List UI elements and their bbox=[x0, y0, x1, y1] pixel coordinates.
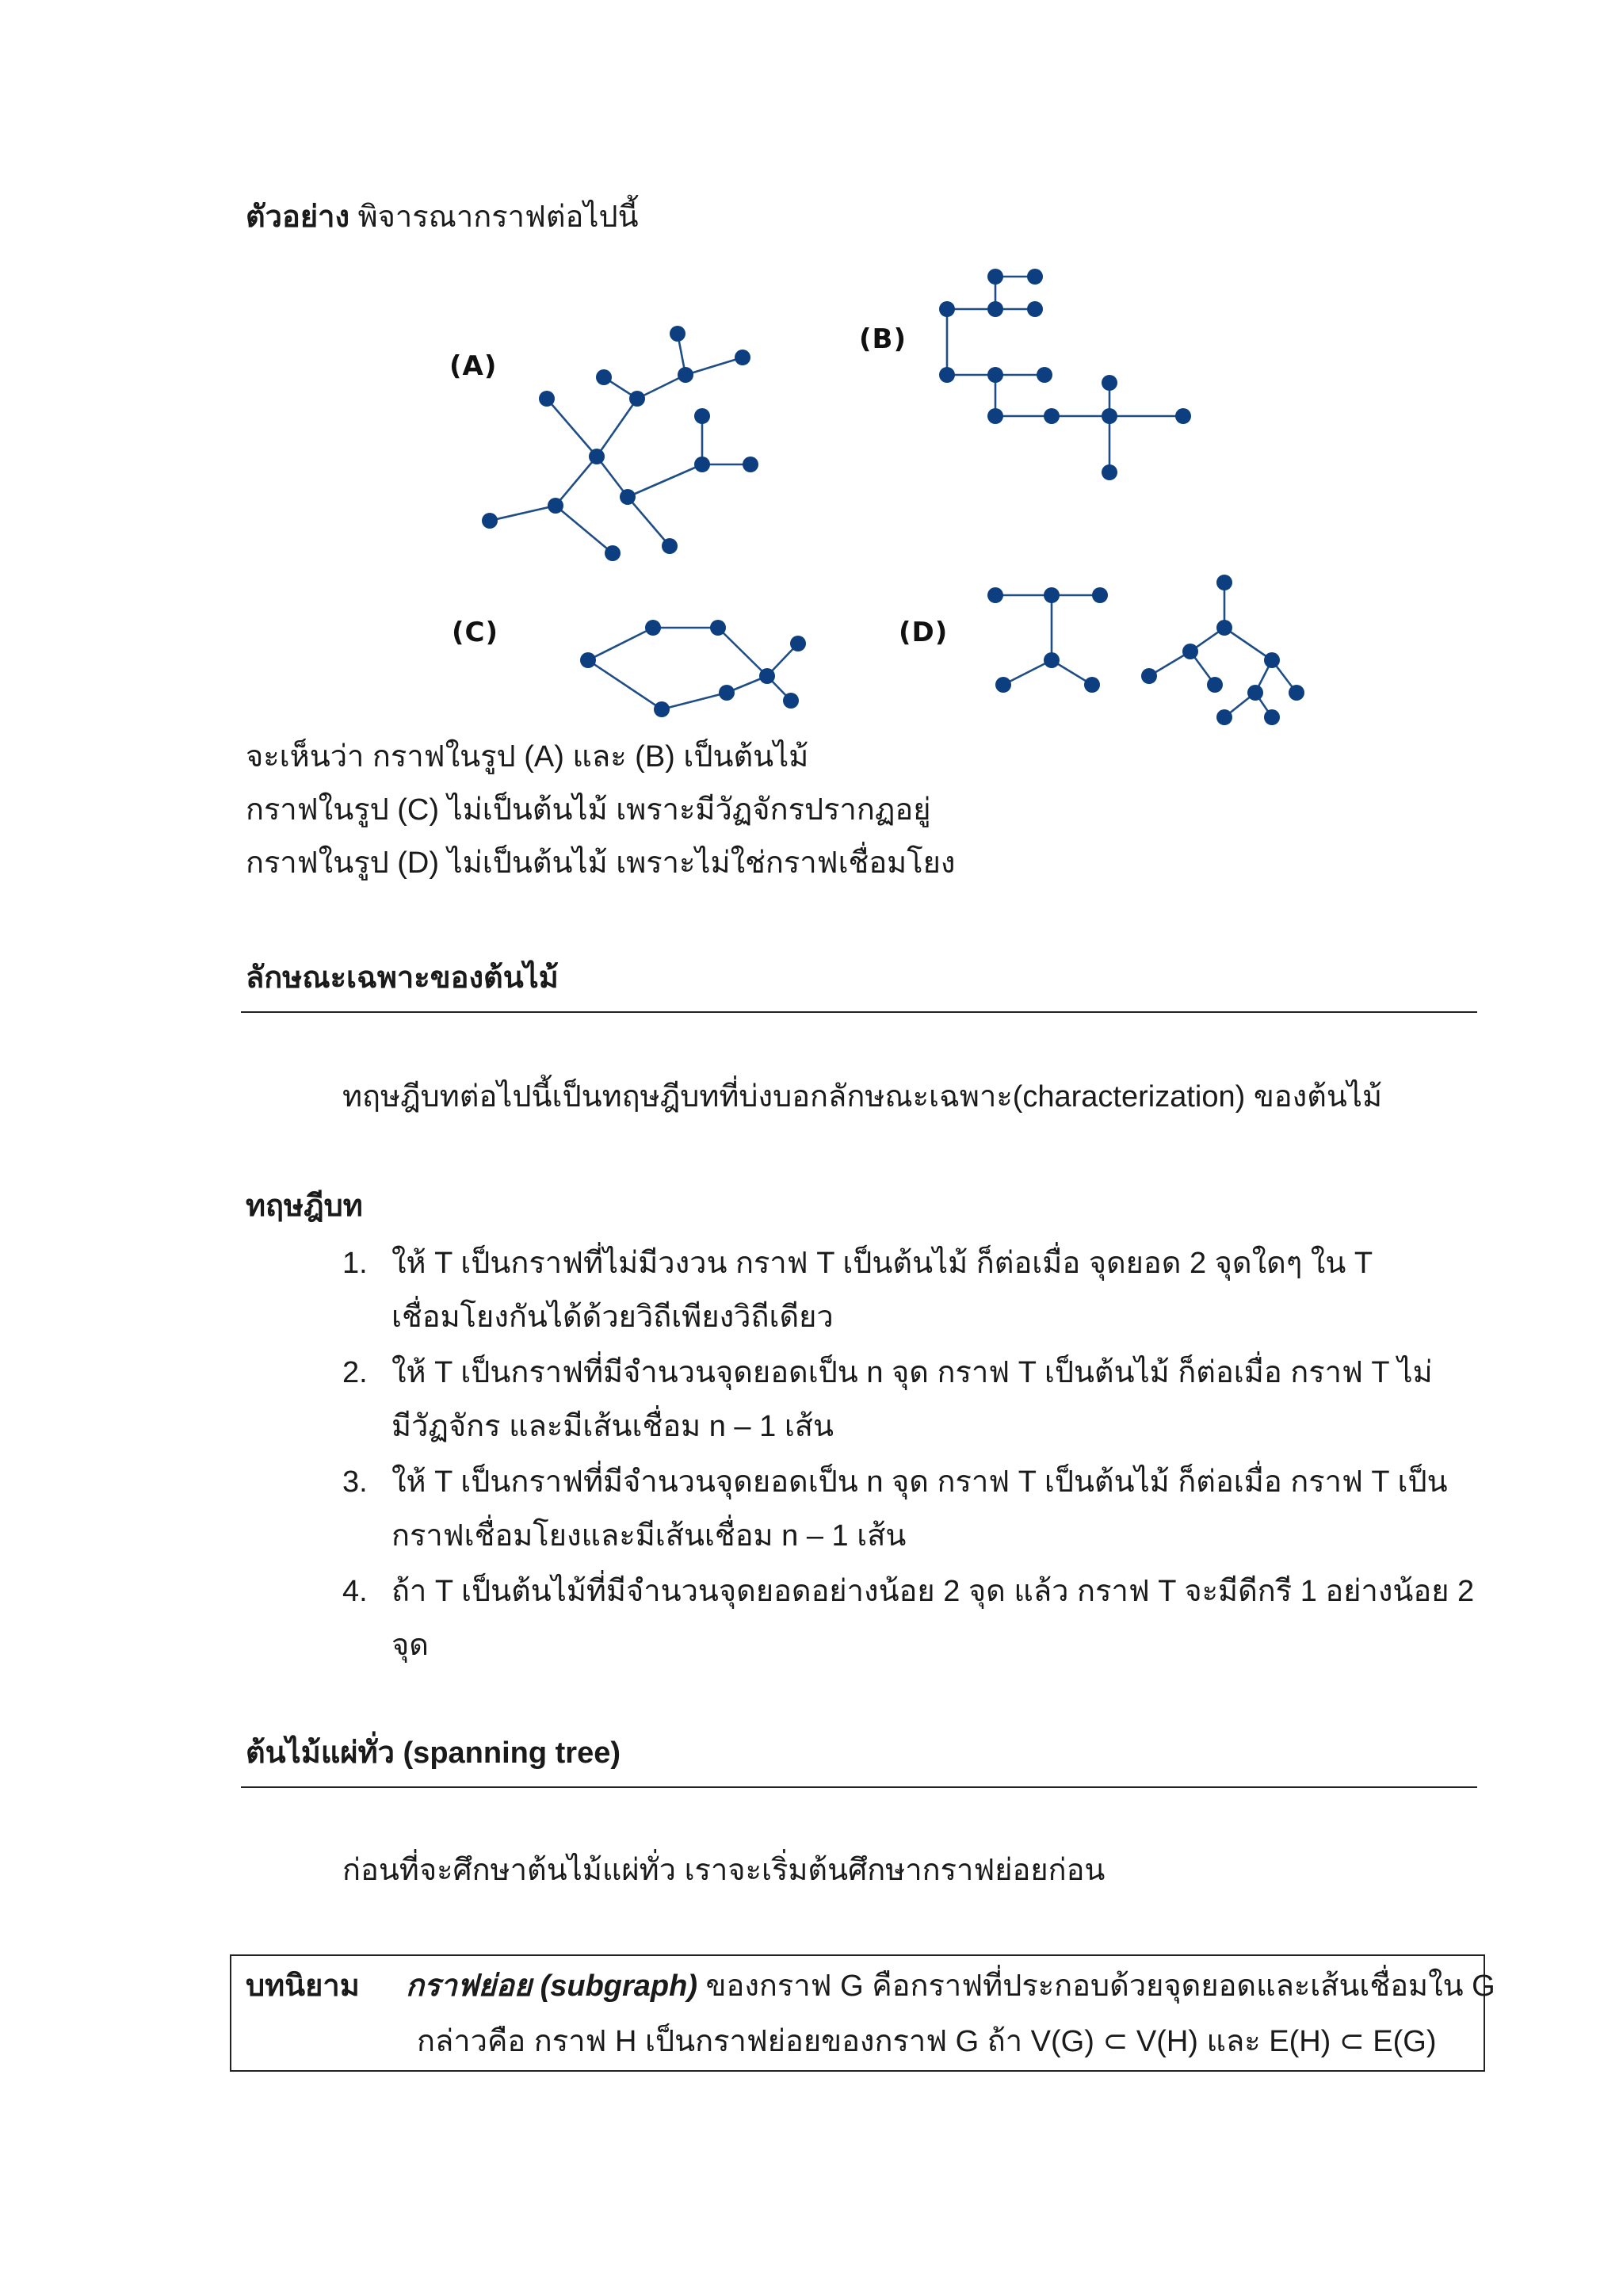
graph-c-vertex bbox=[719, 685, 735, 701]
graph-c-edge bbox=[588, 660, 662, 709]
figure-d-label: (D) bbox=[899, 617, 949, 648]
graph-a-vertex bbox=[694, 408, 710, 424]
section-properties-title: ลักษณะเฉพาะของต้นไม้ bbox=[246, 961, 559, 995]
section-spanning-divider bbox=[241, 1786, 1477, 1788]
graph-c-group bbox=[580, 620, 806, 717]
example-heading: ตัวอย่าง bbox=[246, 201, 349, 234]
graph-b-vertex bbox=[987, 367, 1003, 383]
graph-d-vertex bbox=[995, 677, 1011, 693]
graph-a-vertex bbox=[589, 449, 605, 464]
graph-a-vertex bbox=[662, 538, 678, 554]
graph-d-vertex bbox=[1084, 677, 1100, 693]
theorem-item-4-number: 4. bbox=[342, 1575, 368, 1608]
graph-b-vertex bbox=[987, 408, 1003, 424]
figure-b-label: (B) bbox=[859, 323, 907, 355]
definition-term: กราฟย่อย (subgraph) bbox=[406, 1969, 697, 2003]
graph-a-vertex bbox=[548, 498, 563, 514]
graph-d-vertex bbox=[1247, 685, 1263, 701]
graph-c-vertex bbox=[759, 668, 775, 684]
graph-d-vertex bbox=[1216, 575, 1232, 590]
graph-c-edge bbox=[588, 628, 653, 660]
graph-a-edge bbox=[556, 457, 597, 506]
graph-a-edge bbox=[685, 357, 743, 375]
graph-c-vertex bbox=[790, 636, 806, 651]
theorem-item-2-number: 2. bbox=[342, 1356, 368, 1389]
graph-a-edge bbox=[628, 464, 702, 497]
graph-a-vertex bbox=[620, 489, 636, 505]
graph-b-vertex bbox=[1102, 375, 1117, 391]
graph-a-vertex bbox=[605, 545, 621, 561]
definition-line-1-rest: ของกราฟ G คือกราฟที่ประกอบด้วยจุดยอดและเส้นเชื่อมใน G bbox=[697, 1969, 1495, 2003]
graph-d-vertex bbox=[1207, 677, 1223, 693]
graph-b-vertex bbox=[939, 301, 955, 317]
graph-b-vertex bbox=[939, 367, 955, 383]
graph-a-vertex bbox=[678, 367, 693, 383]
theorem-item-2-line-1: ให้ T เป็นกราฟที่มีจำนวนจุดยอดเป็น n จุด กราฟ T เป็นต้นไม้ ก็ต่อเมื่อ กราฟ T ไม่ bbox=[391, 1356, 1433, 1389]
graph-a-vertex bbox=[735, 350, 750, 365]
graph-a-edge bbox=[597, 399, 637, 457]
graph-d-vertex bbox=[1216, 620, 1232, 636]
graph-a-vertex bbox=[596, 369, 612, 385]
graph-d-vertex bbox=[1044, 652, 1060, 668]
graph-b-vertex bbox=[1044, 408, 1060, 424]
section-spanning-title-thai: ต้นไม้แผ่ทั่ว bbox=[246, 1736, 395, 1770]
graph-a-vertex bbox=[670, 326, 685, 342]
theorem-heading: ทฤษฎีบท bbox=[246, 1190, 363, 1223]
graph-a-vertex bbox=[694, 457, 710, 472]
graph-b-vertex bbox=[1102, 408, 1117, 424]
graph-b-vertex bbox=[1037, 367, 1052, 383]
graph-c-edge bbox=[662, 693, 727, 709]
graph-a-edge bbox=[556, 506, 613, 553]
section-properties-divider bbox=[241, 1011, 1477, 1013]
definition-label: บทนิยาม bbox=[246, 1969, 360, 2003]
graph-b-vertex bbox=[987, 301, 1003, 317]
theorem-item-4-line-2: จุด bbox=[391, 1629, 429, 1662]
graph-b-group bbox=[939, 269, 1191, 480]
section-spanning-title-en: (spanning tree) bbox=[403, 1736, 621, 1770]
definition-line-1 bbox=[406, 1969, 1495, 2005]
observation-line-1: จะเห็นว่า กราฟในรูป (A) และ (B) เป็นต้นไม้ bbox=[246, 740, 809, 774]
graph-d-vertex bbox=[1216, 709, 1232, 725]
figure-a-label: (A) bbox=[449, 350, 498, 382]
graph-c-edge bbox=[718, 628, 767, 676]
observation-line-2: กราฟในรูป (C) ไม่เป็นต้นไม้ เพราะมีวัฏจักรปรากฏอยู่ bbox=[246, 793, 931, 827]
graph-a-edge bbox=[637, 375, 685, 399]
section-spanning-intro: ก่อนที่จะศึกษาต้นไม้แผ่ทั่ว เราจะเริ่มต้นศึกษากราฟย่อยก่อน bbox=[342, 1854, 1106, 1887]
theorem-item-4-line-1: ถ้า T เป็นต้นไม้ที่มีจำนวนจุดยอดอย่างน้อย 2 จุด แล้ว กราฟ T จะมีดีกรี 1 อย่างน้อย 2 bbox=[391, 1575, 1475, 1608]
graph-a-vertex bbox=[482, 513, 498, 529]
graph-c-vertex bbox=[645, 620, 661, 636]
graph-d-vertex bbox=[987, 587, 1003, 603]
graph-b-vertex bbox=[1027, 301, 1043, 317]
graph-a-vertex bbox=[743, 457, 758, 472]
graph-a-edge bbox=[547, 399, 597, 457]
graph-c-vertex bbox=[580, 652, 596, 668]
graph-d-edge bbox=[1224, 628, 1272, 660]
graph-a-vertex bbox=[629, 391, 645, 407]
graph-d-vertex bbox=[1289, 685, 1304, 701]
graph-a-edge bbox=[490, 506, 556, 521]
graph-d-vertex bbox=[1044, 587, 1060, 603]
theorem-item-3-line-2: กราฟเชื่อมโยงและมีเส้นเชื่อม n – 1 เส้น bbox=[391, 1519, 907, 1553]
theorem-item-3-number: 3. bbox=[342, 1465, 368, 1499]
graph-c-vertex bbox=[710, 620, 726, 636]
theorem-item-1-line-1: ให้ T เป็นกราฟที่ไม่มีวงวน กราฟ T เป็นต้นไม้ ก็ต่อเมื่อ จุดยอด 2 จุดใดๆ ใน T bbox=[391, 1247, 1373, 1280]
graph-b-vertex bbox=[1102, 464, 1117, 480]
section-spanning-title bbox=[246, 1736, 621, 1772]
theorem-item-2-line-2: มีวัฏจักร และมีเส้นเชื่อม n – 1 เส้น bbox=[391, 1410, 834, 1443]
graph-d-vertex bbox=[1264, 709, 1280, 725]
graph-d-vertex bbox=[1182, 644, 1198, 659]
theorem-item-1-number: 1. bbox=[342, 1247, 368, 1280]
graph-c-vertex bbox=[783, 693, 799, 709]
theorem-item-3-line-1: ให้ T เป็นกราฟที่มีจำนวนจุดยอดเป็น n จุด กราฟ T เป็นต้นไม้ ก็ต่อเมื่อ กราฟ T เป็น bbox=[391, 1465, 1448, 1499]
graph-d-edge bbox=[1003, 660, 1052, 685]
graph-a-group bbox=[482, 326, 758, 561]
definition-line-2: กล่าวคือ กราฟ H เป็นกราฟย่อยของกราฟ G ถ้า V(G) ⊂ V(H) และ E(H) ⊂ E(G) bbox=[417, 2025, 1437, 2058]
graph-c-vertex bbox=[654, 701, 670, 717]
section-properties-intro: ทฤษฎีบทต่อไปนี้เป็นทฤษฎีบทที่บ่งบอกลักษณะเฉพาะ(characterization) ของต้นไม้ bbox=[342, 1080, 1383, 1114]
graph-b-vertex bbox=[1175, 408, 1191, 424]
theorem-item-1-line-2: เชื่อมโยงกันได้ด้วยวิถีเพียงวิถีเดียว bbox=[391, 1301, 834, 1334]
graph-a-edge bbox=[628, 497, 670, 546]
graph-a-vertex bbox=[539, 391, 555, 407]
graph-d-vertex bbox=[1141, 668, 1157, 684]
graph-d-vertex bbox=[1092, 587, 1108, 603]
graph-b-vertex bbox=[987, 269, 1003, 285]
graph-d-vertex bbox=[1264, 652, 1280, 668]
observation-line-3: กราฟในรูป (D) ไม่เป็นต้นไม้ เพราะไม่ใช่กราฟเชื่อมโยง bbox=[246, 846, 956, 880]
graph-b-vertex bbox=[1027, 269, 1043, 285]
figure-c-label: (C) bbox=[452, 617, 499, 648]
graph-d-group bbox=[987, 575, 1304, 725]
example-intro: พิจารณากราฟต่อไปนี้ bbox=[357, 201, 639, 234]
